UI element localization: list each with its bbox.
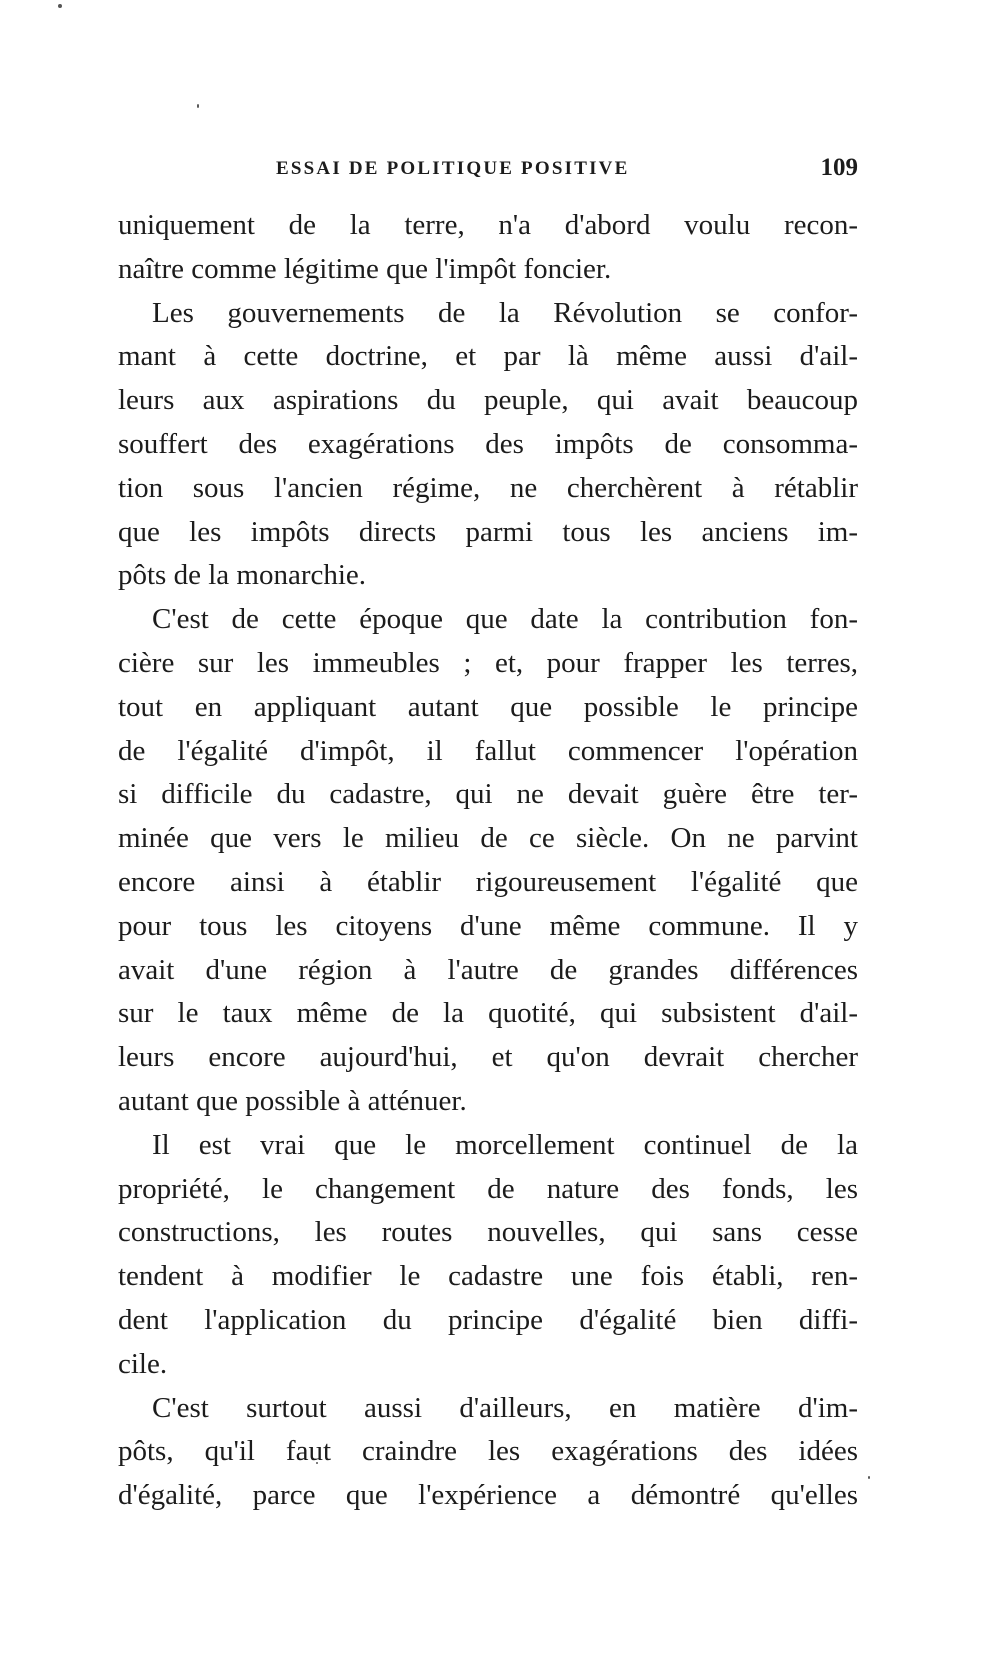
text-line: C'est surtout aussi d'ailleurs, en matière d'im-: [152, 1391, 858, 1424]
text-line: uniquement de la terre, n'a d'abord voulu recon-: [118, 209, 858, 241]
text-line: autant que possible à atténuer.: [118, 1084, 467, 1117]
paragraph: [118, 292, 858, 599]
text-line: Il est vrai que le morcellement continuel de la: [152, 1128, 858, 1161]
text-line: pôts, qu'il faut craindre les exagérations des idées: [118, 1435, 858, 1468]
running-title: ESSAI DE POLITIQUE POSITIVE: [276, 158, 630, 179]
text-line: C'est de cette époque que date la contribution fon-: [152, 603, 858, 636]
text-line: leurs aux aspirations du peuple, qui avait beaucoup: [118, 384, 858, 417]
text-line: tendent à modifier le cadastre une fois établi, ren-: [118, 1260, 858, 1293]
text-line: tion sous l'ancien régime, ne cherchèrent à rétablir: [118, 471, 858, 504]
text-line: de l'égalité d'impôt, il fallut commencer l'opération: [118, 734, 858, 767]
text-line: minée que vers le milieu de ce siècle. On ne parvint: [118, 822, 858, 855]
text-line: tout en appliquant autant que possible le principe: [118, 690, 858, 723]
text-line: leurs encore aujourd'hui, et qu'on devrait chercher: [118, 1041, 858, 1074]
text-line: sur le taux même de la quotité, qui subsistent d'ail-: [118, 997, 858, 1030]
scan-speck: [197, 104, 199, 108]
text-line: cière sur les immeubles ; et, pour frapper les terres,: [118, 646, 858, 679]
text-line: naître comme légitime que l'impôt foncier.: [118, 252, 612, 285]
text-line: d'égalité, parce que l'expérience a démontré qu'elles: [118, 1479, 858, 1512]
scan-speck: [58, 4, 62, 8]
text-line: pôts de la monarchie.: [118, 559, 367, 592]
text-line: si difficile du cadastre, qui ne devait guère être ter-: [118, 778, 858, 811]
text-line: dent l'application du principe d'égalité bien diffi-: [118, 1303, 858, 1336]
text-line: constructions, les routes nouvelles, qui sans cesse: [118, 1216, 858, 1249]
text-line: avait d'une région à l'autre de grandes différences: [118, 953, 858, 986]
text-line: propriété, le changement de nature des fonds, les: [118, 1172, 858, 1205]
text-line: encore ainsi à établir rigoureusement l'égalité que: [118, 865, 858, 898]
body-text: [118, 204, 858, 1518]
text-line: cile.: [118, 1347, 168, 1380]
page-number: 109: [820, 154, 858, 181]
scan-speck: [868, 1476, 870, 1479]
paragraph: [118, 598, 858, 1124]
text-line: mant à cette doctrine, et par là même aussi d'ail-: [118, 340, 858, 373]
text-line: souffert des exagérations des impôts de consomma-: [118, 427, 858, 460]
paragraph: [118, 1387, 858, 1518]
text-line: que les impôts directs parmi tous les anciens im-: [118, 515, 858, 548]
page-header: [118, 154, 858, 188]
text-line: pour tous les citoyens d'une même commune. Il y: [118, 909, 858, 942]
paragraph: [118, 204, 858, 292]
paragraph: [118, 1124, 858, 1387]
text-line: Les gouvernements de la Révolution se confor-: [152, 296, 858, 329]
